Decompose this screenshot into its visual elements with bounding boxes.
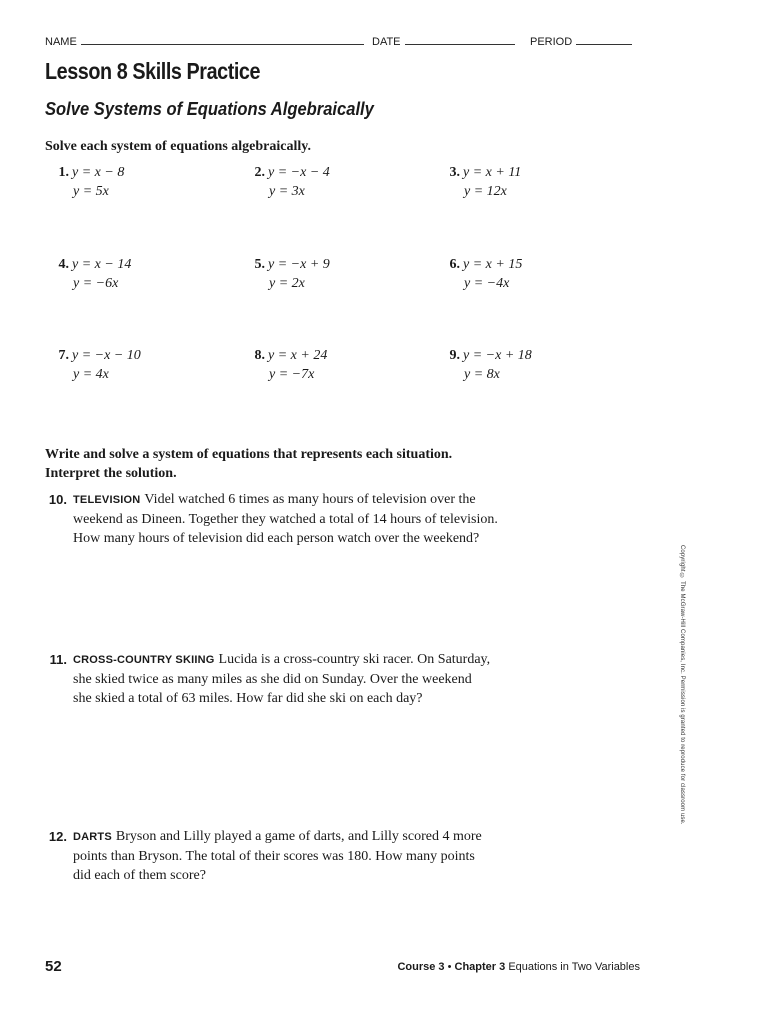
equation-2: y = −6x xyxy=(73,276,119,291)
problem-number: 7. xyxy=(58,348,69,363)
date-label: DATE xyxy=(372,36,401,48)
name-label: NAME xyxy=(45,36,77,48)
footer-course: Course 3 xyxy=(397,961,445,973)
equation-2: y = −4x xyxy=(464,276,510,291)
date-blank[interactable] xyxy=(405,34,515,45)
problem-1 xyxy=(55,163,124,201)
problem-number: 4. xyxy=(58,257,69,272)
problem-6 xyxy=(446,255,522,293)
equation-2: y = 5x xyxy=(73,184,109,199)
equation-1: y = x + 11 xyxy=(463,165,522,180)
footer-chapter-title: Equations in Two Variables xyxy=(508,961,640,973)
equation-2: y = 3x xyxy=(269,184,305,199)
equation-2: y = −7x xyxy=(269,367,315,382)
page-number: 52 xyxy=(45,958,62,975)
problem-number: 1. xyxy=(58,165,69,180)
problem-text-line: Videl watched 6 times as many hours of television over the xyxy=(144,492,476,507)
equation-2: y = 12x xyxy=(464,184,507,199)
word-problem-12 xyxy=(45,827,565,885)
problem-3 xyxy=(446,163,521,201)
problem-keyword: TELEVISION xyxy=(73,494,141,506)
copyright-notice: Copyright © The McGraw-Hill Companies, Inc. Permission is granted to reproduce for classroom use. xyxy=(679,545,685,825)
instructions-line-2: Interpret the solution. xyxy=(45,466,177,481)
problem-number: 6. xyxy=(449,257,460,272)
equation-1: y = −x − 10 xyxy=(72,348,141,363)
problem-number: 8. xyxy=(254,348,265,363)
problem-number: 9. xyxy=(449,348,460,363)
problem-text-line: she skied twice as many miles as she did on Sunday. Over the weekend xyxy=(73,672,472,687)
period-field[interactable] xyxy=(530,34,632,48)
problem-text-line: How many hours of television did each person watch over the weekend? xyxy=(73,531,480,546)
period-label: PERIOD xyxy=(530,36,573,48)
footer-course-info xyxy=(397,961,640,973)
problem-number: 11. xyxy=(49,652,67,667)
word-problem-11 xyxy=(45,650,565,708)
page-title: Lesson 8 Skills Practice xyxy=(45,58,261,84)
footer-bullet: • xyxy=(447,961,452,973)
problem-text-line: did each of them score? xyxy=(73,868,206,883)
equation-2: y = 2x xyxy=(269,276,305,291)
problem-number: 5. xyxy=(254,257,265,272)
problem-number: 2. xyxy=(254,165,265,180)
problem-text-line: weekend as Dineen. Together they watched a total of 14 hours of television. xyxy=(73,512,498,527)
name-field[interactable] xyxy=(45,34,364,48)
problem-8 xyxy=(251,346,327,384)
period-blank[interactable] xyxy=(576,34,632,45)
problem-keyword: DARTS xyxy=(73,831,112,843)
problem-4 xyxy=(55,255,131,293)
problem-text-line: she skied a total of 63 miles. How far did she ski on each day? xyxy=(73,691,423,706)
problem-number: 3. xyxy=(449,165,460,180)
instructions-systems: Solve each system of equations algebraically. xyxy=(45,139,311,154)
word-problem-10 xyxy=(45,490,565,548)
problem-text-line: points than Bryson. The total of their scores was 180. How many points xyxy=(73,849,475,864)
equation-1: y = −x + 18 xyxy=(463,348,532,363)
equation-1: y = −x − 4 xyxy=(268,165,330,180)
problem-5 xyxy=(251,255,330,293)
equation-1: y = x + 15 xyxy=(463,257,523,272)
problem-text-line: Bryson and Lilly played a game of darts, and Lilly scored 4 more xyxy=(115,829,482,844)
problem-keyword: CROSS-COUNTRY SKIING xyxy=(73,654,215,666)
equation-1: y = −x + 9 xyxy=(268,257,330,272)
equation-1: y = x − 8 xyxy=(72,165,125,180)
problem-number: 10. xyxy=(48,492,67,507)
date-field[interactable] xyxy=(372,34,515,48)
problem-number: 12. xyxy=(48,829,67,844)
problem-2 xyxy=(251,163,330,201)
instructions-line-1: Write and solve a system of equations that represents each situation. xyxy=(45,447,453,462)
equation-1: y = x + 24 xyxy=(268,348,328,363)
footer-chapter: Chapter 3 xyxy=(454,961,506,973)
equation-2: y = 8x xyxy=(464,367,500,382)
problem-9 xyxy=(446,346,532,384)
instructions-word-problems xyxy=(45,445,452,483)
name-blank[interactable] xyxy=(81,34,364,45)
problem-7 xyxy=(55,346,141,384)
equation-1: y = x − 14 xyxy=(72,257,132,272)
equation-2: y = 4x xyxy=(73,367,109,382)
page-subtitle: Solve Systems of Equations Algebraically xyxy=(45,99,374,119)
problem-text-line: Lucida is a cross-country ski racer. On Saturday, xyxy=(218,652,491,667)
